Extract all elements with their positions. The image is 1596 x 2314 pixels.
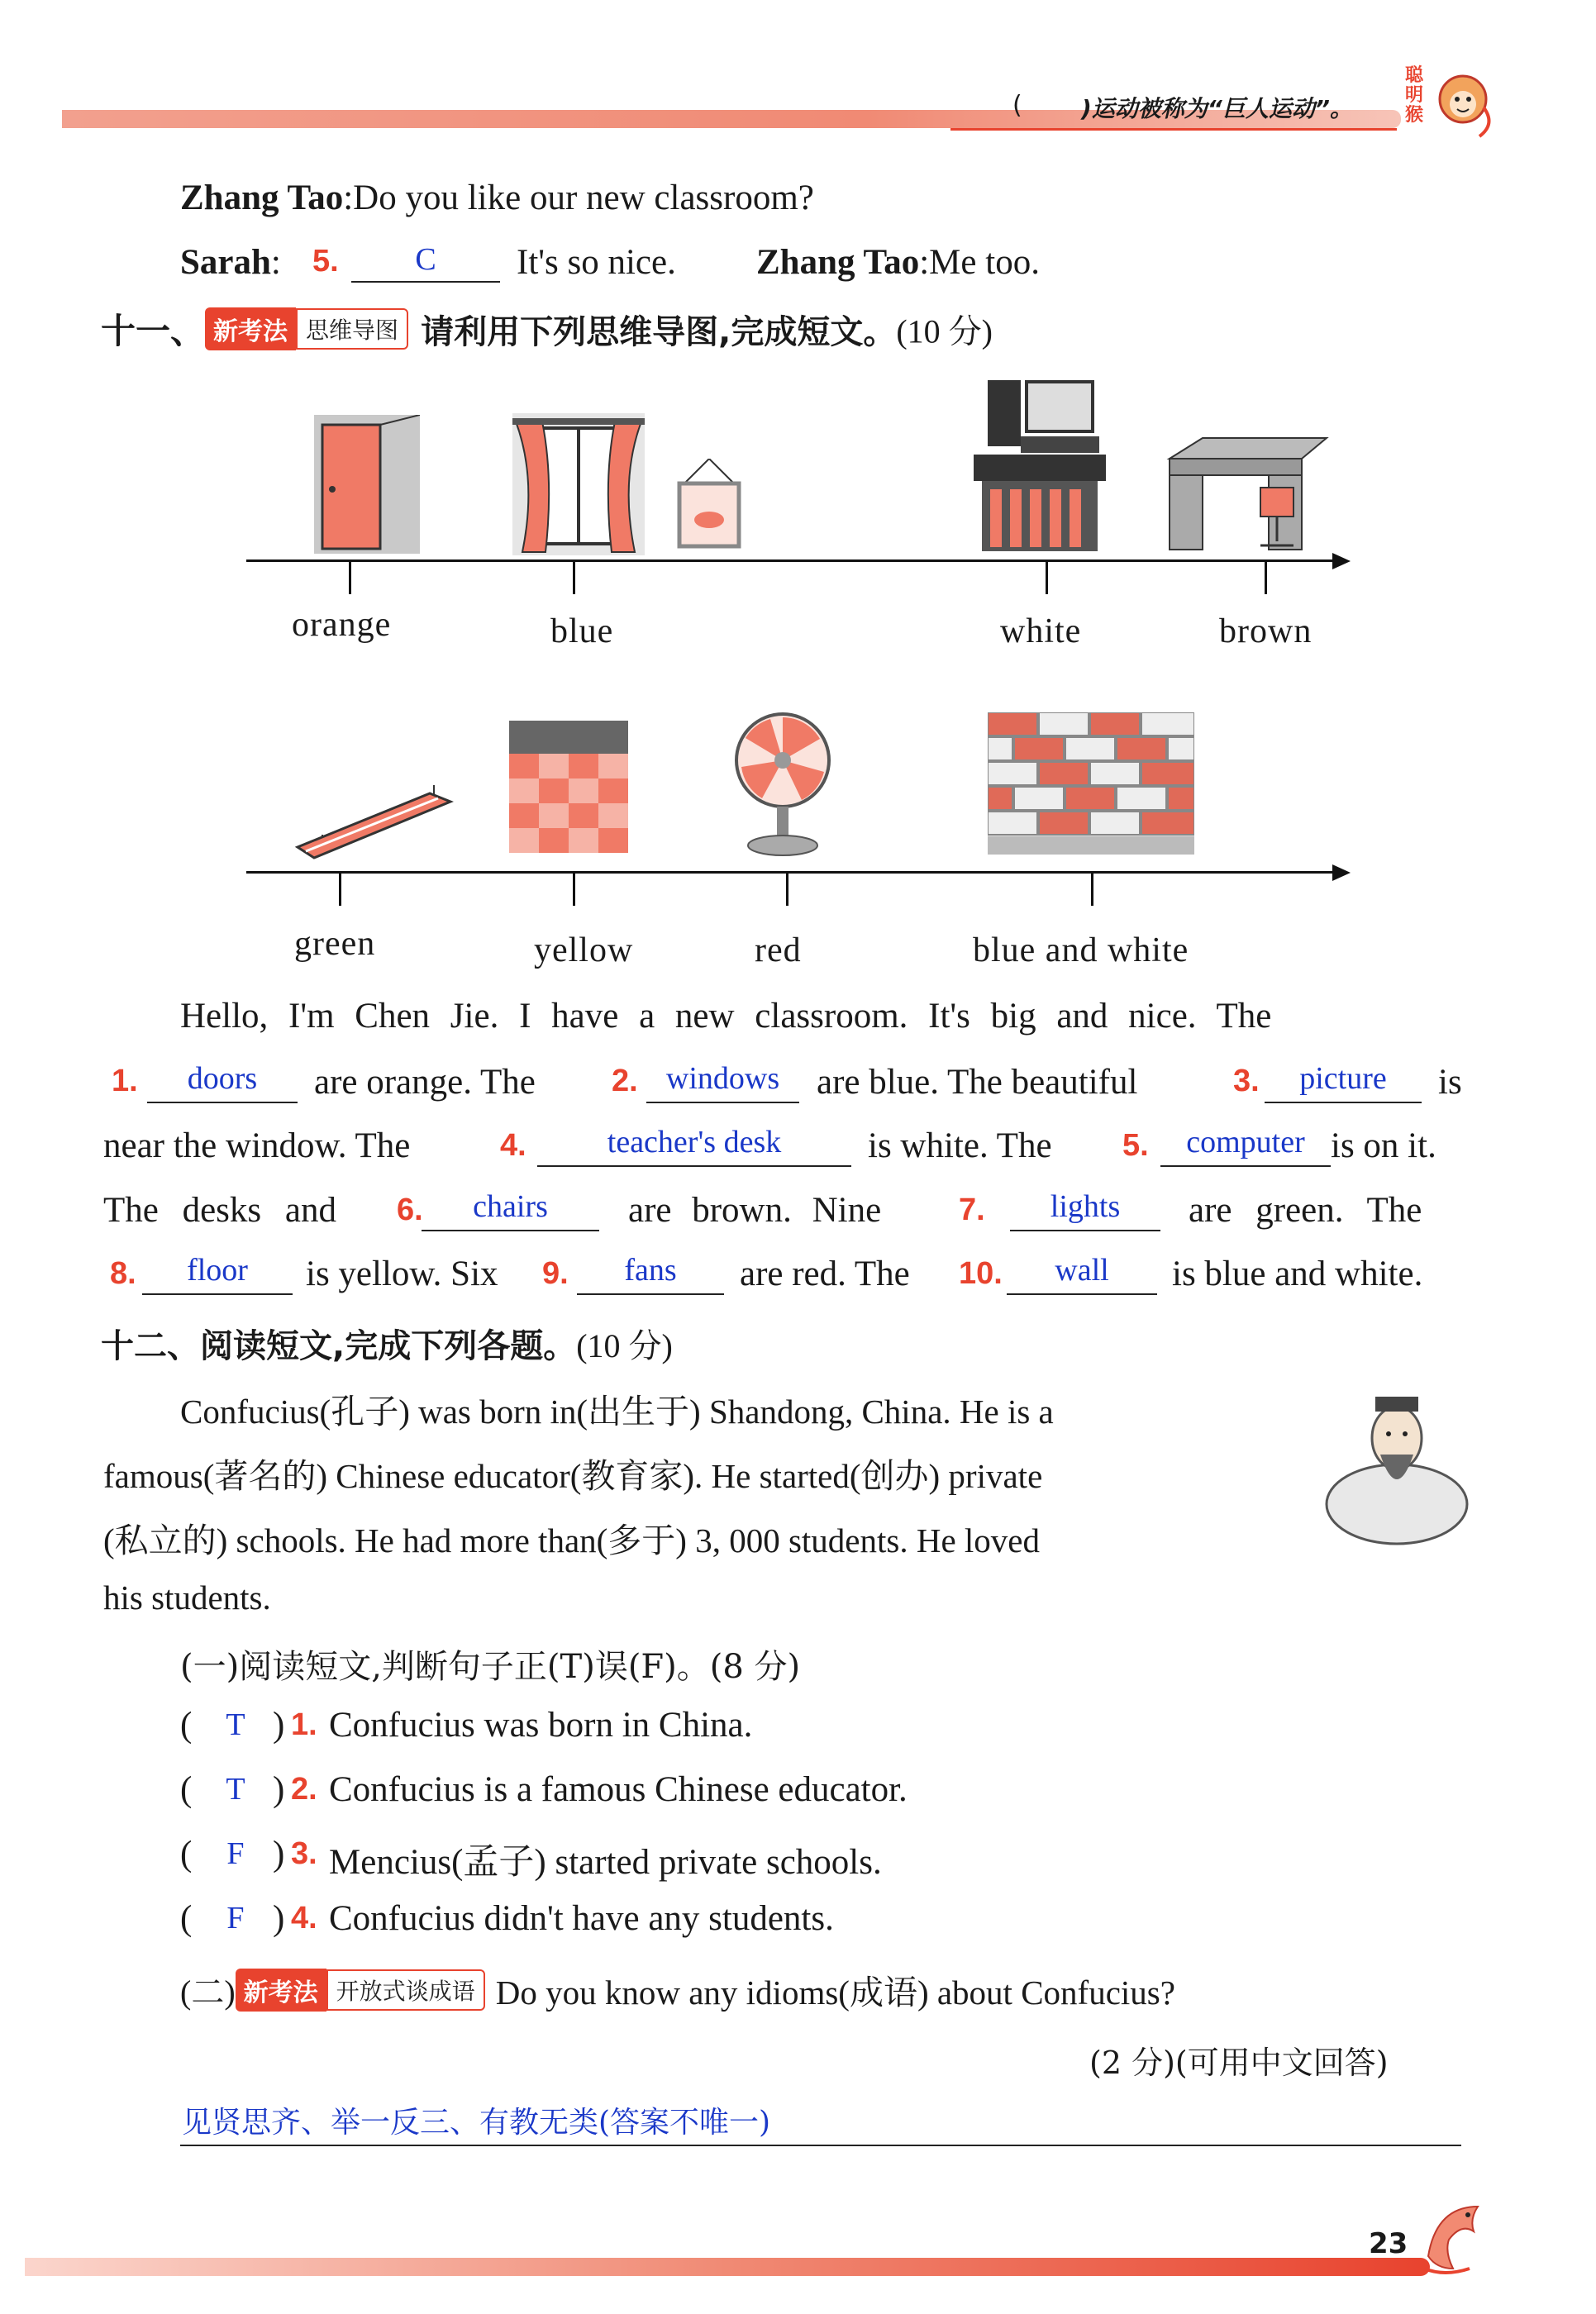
answer-blank-5b: computer xyxy=(1160,1124,1331,1167)
blank-number-4: 4. xyxy=(500,1128,526,1163)
speaker-zhang-tao: Zhang Tao xyxy=(756,243,920,282)
tf-item: ( xyxy=(180,1835,193,1874)
part2-score: (2 分)(可用中文回答) xyxy=(1089,2045,1389,2081)
mindmap-tick xyxy=(1265,561,1267,594)
section-11-heading xyxy=(101,304,993,354)
dialogue-line-2: Sarah: xyxy=(180,243,281,282)
blank-number-1: 1. xyxy=(112,1064,138,1098)
door-picture xyxy=(314,415,420,554)
section-score: (10 分) xyxy=(576,1327,673,1364)
tf-number: 2. xyxy=(291,1772,317,1807)
tf-close: ) xyxy=(273,1706,285,1745)
answer-blank-7: lights xyxy=(1010,1188,1160,1231)
answer-blank-10: wall xyxy=(1007,1252,1157,1295)
light-picture xyxy=(289,769,455,859)
header-paren: ( xyxy=(1012,91,1022,120)
dialogue-line-3: Zhang Tao:Me too. xyxy=(756,243,1040,282)
dialogue-line-1: Zhang Tao:Do you like our new classroom? xyxy=(180,179,814,217)
passage-text: near the window. The xyxy=(103,1126,411,1165)
confucius-portrait xyxy=(1322,1380,1471,1545)
tf-number: 3. xyxy=(291,1836,317,1871)
section-number: 十一、 xyxy=(101,311,206,351)
passage-text: is on it. xyxy=(1331,1126,1436,1165)
arrowhead-icon xyxy=(1332,553,1351,569)
tf-item: ( xyxy=(180,1706,193,1745)
mindmap-tick xyxy=(1046,561,1048,594)
window-picture xyxy=(512,413,645,555)
tf-text: Confucius didn't have any students. xyxy=(329,1899,834,1938)
tf-answer: F xyxy=(226,1901,245,1935)
mindmap-label: brown xyxy=(1219,612,1313,650)
mindmap-label: green xyxy=(294,925,376,963)
answer-blank-3: picture xyxy=(1265,1060,1422,1103)
answer-blank-2: windows xyxy=(646,1060,799,1103)
tf-close: ) xyxy=(273,1899,285,1938)
answer-text: C xyxy=(415,242,436,277)
mindmap-axis-2 xyxy=(246,871,1337,874)
reading-line-4: his students. xyxy=(103,1578,271,1616)
passage-text: are green. The xyxy=(1189,1191,1422,1230)
part2-answer-line xyxy=(180,2145,1461,2146)
passage-line-1: Hello, I'm Chen Jie. I have a new classroom. It's big and nice. The xyxy=(180,997,1272,1036)
blank-number-6: 6. xyxy=(397,1193,423,1227)
tf-answer: T xyxy=(226,1707,245,1742)
floor-picture xyxy=(509,721,628,853)
passage-text: are red. The xyxy=(740,1255,910,1293)
tf-text: Mencius(孟子) started private schools. xyxy=(329,1843,882,1882)
answer-blank-5 xyxy=(351,241,500,283)
answer-blank-4: teacher's desk xyxy=(537,1124,851,1167)
fan-picture xyxy=(729,709,836,858)
part2-prefix: (二) xyxy=(180,1974,236,2011)
passage-text: is blue and white. xyxy=(1172,1255,1423,1293)
mindmap-label: blue and white xyxy=(973,931,1189,969)
tf-answer: F xyxy=(226,1836,245,1871)
tf-item: ( xyxy=(180,1770,193,1809)
blank-number-8: 8. xyxy=(110,1256,136,1291)
part2-question-line xyxy=(180,1965,1175,2014)
new-test-tag: 新考法 xyxy=(236,1969,326,2012)
mindmap-label: orange xyxy=(292,606,392,644)
mindmap-tick xyxy=(573,873,575,906)
idiom-tag: 开放式谈成语 xyxy=(326,1969,485,2011)
wall-picture xyxy=(988,712,1194,855)
tf-text: Confucius was born in China. xyxy=(329,1706,753,1745)
computer-desk-picture xyxy=(967,374,1112,551)
mindmap-tick xyxy=(339,873,341,906)
mindmap-tick xyxy=(786,873,788,906)
reading-line-2: famous(著名的) Chinese educator(教育家). He started(创办) private xyxy=(103,1457,1043,1495)
tf-item: ( xyxy=(180,1899,193,1938)
passage-text: are blue. The beautiful xyxy=(817,1063,1138,1102)
reading-line-3: (私立的) schools. He had more than(多于) 3, 000 students. He loved xyxy=(103,1521,1040,1559)
framed-picture xyxy=(676,459,742,550)
blank-number-5: 5. xyxy=(1122,1128,1149,1163)
mindmap-axis-1 xyxy=(246,559,1337,562)
mindmap-label: white xyxy=(1000,612,1082,650)
tf-answer: T xyxy=(226,1772,245,1807)
blank-number-7: 7. xyxy=(959,1193,985,1227)
passage-text: are brown. Nine xyxy=(628,1191,882,1230)
question-number: 5. xyxy=(312,244,339,279)
blank-number-10: 10. xyxy=(959,1256,1003,1291)
tf-number: 4. xyxy=(291,1901,317,1935)
part1-title: (一)阅读短文,判断句子正(T)误(F)。(8 分) xyxy=(180,1648,801,1686)
blank-number-9: 9. xyxy=(542,1256,569,1291)
speaker-zhang-tao: Zhang Tao xyxy=(180,179,344,217)
mindmap-tick xyxy=(349,561,351,594)
part2-answer: 见贤思齐、举一反三、有教无类(答案不唯一) xyxy=(182,2106,771,2140)
dialogue-text-2: It's so nice. xyxy=(517,243,676,282)
mindmap-label: red xyxy=(755,931,802,969)
answer-blank-8: floor xyxy=(142,1252,293,1295)
section-12-heading xyxy=(101,1320,673,1367)
answer-blank-6: chairs xyxy=(422,1188,599,1231)
blank-number-3: 3. xyxy=(1233,1064,1260,1098)
arrowhead-icon xyxy=(1332,864,1351,881)
desk-chair-picture xyxy=(1161,434,1335,554)
passage-text: The desks and xyxy=(103,1191,336,1230)
section-number: 十二、 xyxy=(101,1327,200,1365)
passage-text: is yellow. Six xyxy=(306,1255,498,1293)
reading-line-1: Confucius(孔子) was born in(出生于) Shandong, China. He is a xyxy=(180,1393,1054,1431)
passage-text: is white. The xyxy=(868,1126,1052,1165)
mindmap-tick xyxy=(573,561,575,594)
mindmap-label: blue xyxy=(550,612,614,650)
answer-blank-9: fans xyxy=(577,1252,724,1295)
blank-number-2: 2. xyxy=(612,1064,638,1098)
section-instruction: 阅读短文,完成下列各题。 xyxy=(200,1327,577,1365)
answer-blank-1: doors xyxy=(147,1060,298,1103)
header-line xyxy=(950,128,1397,131)
part2-question: Do you know any idioms(成语) about Confucius? xyxy=(495,1974,1175,2012)
tf-number: 1. xyxy=(291,1707,317,1742)
tf-close: ) xyxy=(273,1835,285,1874)
header-topic: )运动被称为“巨人运动”。 xyxy=(1081,95,1353,122)
tf-close: ) xyxy=(273,1770,285,1809)
dialogue-text: Do you like our new classroom? xyxy=(353,179,814,217)
section-instruction: 请利用下列思维导图,完成短文。 xyxy=(421,312,897,351)
passage-text: is xyxy=(1438,1063,1462,1102)
footer-stripe xyxy=(25,2258,1430,2276)
mindmap-tick xyxy=(1091,873,1093,906)
dolphin-icon xyxy=(1412,2190,1494,2281)
speaker-sarah: Sarah xyxy=(180,243,271,282)
passage-text: are orange. The xyxy=(314,1063,536,1102)
tf-text: Confucius is a famous Chinese educator. xyxy=(329,1770,908,1809)
mascot-text: 聪明猴 xyxy=(1405,65,1424,126)
new-test-tag: 新考法 xyxy=(205,307,296,350)
mindmap-tag: 思维导图 xyxy=(296,308,408,350)
page-number: 23 xyxy=(1369,2227,1408,2260)
section-score: (10 分) xyxy=(896,312,993,350)
mindmap-label: yellow xyxy=(534,931,634,969)
